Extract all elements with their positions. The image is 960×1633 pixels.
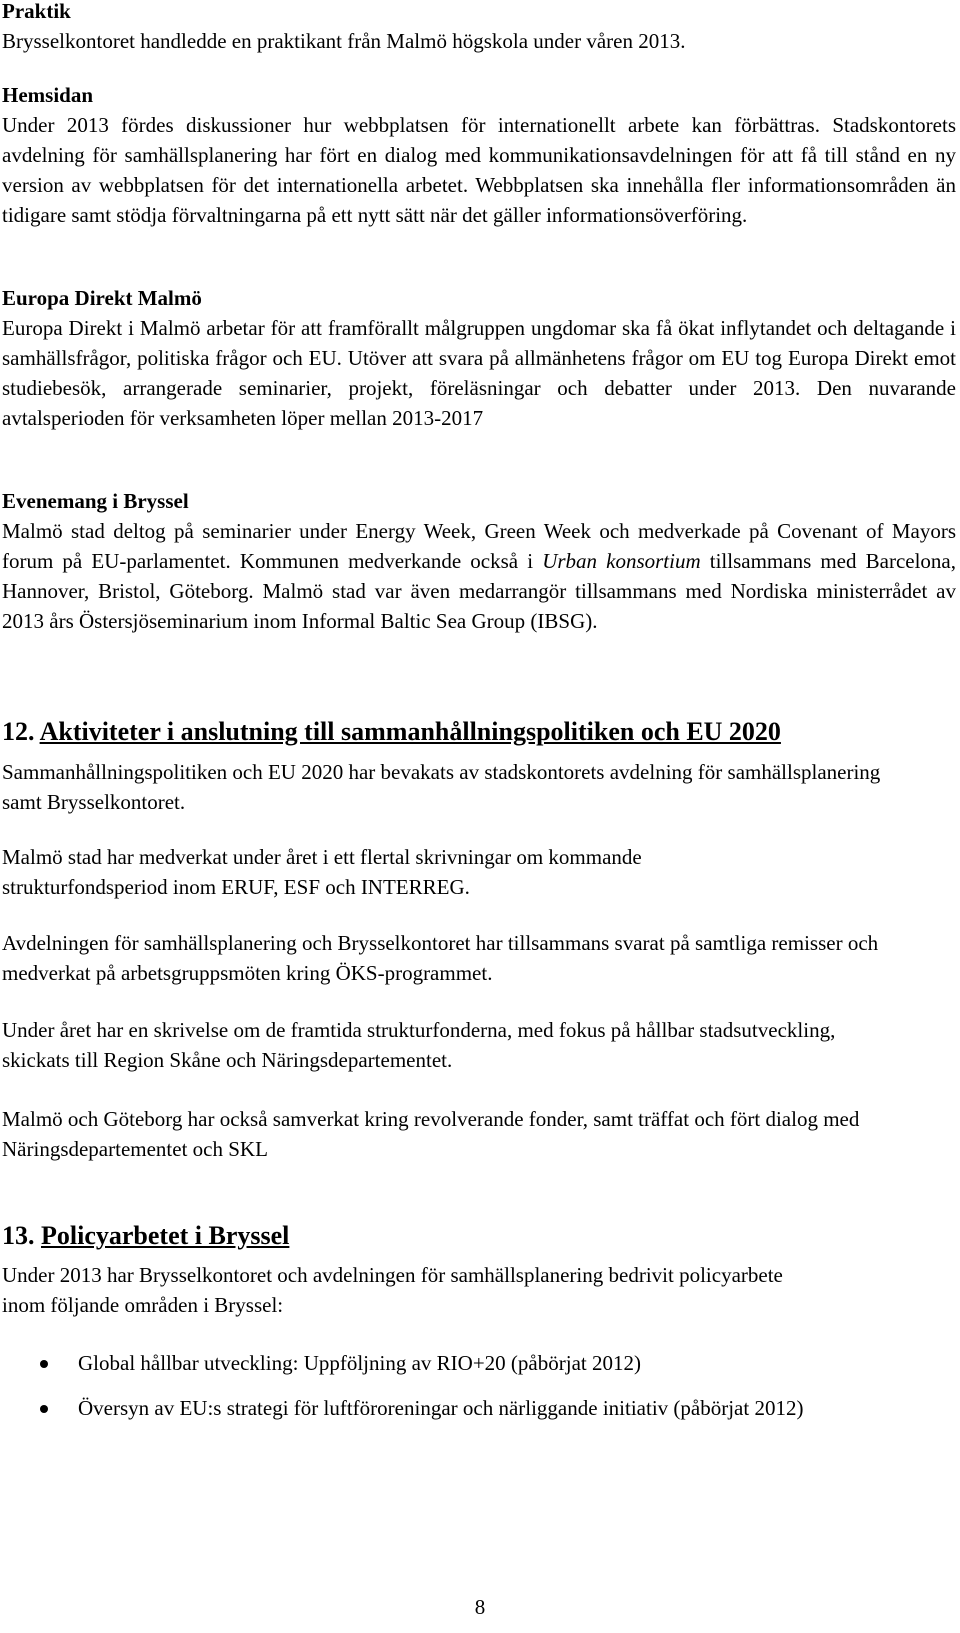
section-europa-direkt xyxy=(2,283,956,433)
section-12-para-3 xyxy=(2,928,922,988)
section-evenemang xyxy=(2,486,956,636)
paragraph: Under året har en skrivelse om de framtida strukturfonderna, med fokus på hållbar stadsutveckling, skickats till Region Skåne och Näringsdepartementet. xyxy=(2,1018,836,1072)
section-12-title: Aktiviteter i anslutning till sammanhållningspolitiken och EU 2020 xyxy=(39,717,781,746)
evenemang-text-b: tillsammans med Barcelona, Hannover, Bristol, Göteborg. Malmö stad var även medarrangör tillsammans med Nordiska ministerrådet av 2013 års Östersjöseminarium inom Informal Baltic Sea Group (IBSG). xyxy=(2,549,956,633)
section-12-para-2 xyxy=(2,842,802,902)
heading-section-13 xyxy=(2,1220,956,1252)
bullet-dot-icon xyxy=(40,1360,48,1368)
paragraph-evenemang xyxy=(2,516,956,636)
section-12-para-5 xyxy=(2,1104,932,1164)
page-number: 8 xyxy=(474,1595,486,1619)
bullet-text: Översyn av EU:s strategi för luftföroreningar och närliggande initiativ (påbörjat 2012) xyxy=(78,1396,804,1420)
section-13-title: Policyarbetet i Bryssel xyxy=(41,1221,290,1250)
section-12-para-4 xyxy=(2,1015,862,1075)
paragraph: Sammanhållningspolitiken och EU 2020 har bevakats av stadskontorets avdelning för samhällsplanering samt Brysselkontoret. xyxy=(2,760,881,814)
section-hemsidan xyxy=(2,80,956,230)
section-12 xyxy=(2,716,956,748)
evenemang-text-a: Malmö stad deltog på seminarier under Energy Week, Green Week och medverkade på Covenant of Mayors forum på EU-parlamentet. Kommunen medverkande också i xyxy=(2,519,956,573)
paragraph: Under 2013 har Brysselkontoret och avdelningen för samhällsplanering bedrivit policyarbete inom följande områden i Bryssel: xyxy=(2,1263,783,1317)
heading-evenemang: Evenemang i Bryssel xyxy=(2,489,189,513)
paragraph-praktik: Brysselkontoret handledde en praktikant från Malmö högskola under våren 2013. xyxy=(2,29,686,53)
heading-section-12 xyxy=(2,716,956,748)
section-12-number: 12. xyxy=(2,717,35,746)
evenemang-text-italic: Urban konsortium xyxy=(542,549,701,573)
section-13 xyxy=(2,1220,956,1252)
paragraph: Malmö stad har medverkat under året i ett flertal skrivningar om kommande strukturfondsperiod inom ERUF, ESF och INTERREG. xyxy=(2,845,642,899)
heading-praktik: Praktik xyxy=(2,0,71,23)
bullet-dot-icon xyxy=(40,1405,48,1413)
paragraph-hemsidan: Under 2013 fördes diskussioner hur webbplatsen för internationellt arbete kan förbättras. Stadskontorets avdelning för samhällsplanering har fört en dialog med kommunikationsavdelningen för att få till stånd en ny version av webbplatsen för det internationella arbetet. Webbplatsen ska innehålla fler informationsområden än tidigare samt stödja förvaltningarna på ett nytt sätt när det gäller informationsöverföring. xyxy=(2,113,956,227)
heading-europa-direkt: Europa Direkt Malmö xyxy=(2,286,202,310)
bullet-text: Global hållbar utveckling: Uppföljning av RIO+20 (påbörjat 2012) xyxy=(78,1351,641,1375)
paragraph: Malmö och Göteborg har också samverkat kring revolverande fonder, samt träffat och fört dialog med Näringsdepartementet och SKL xyxy=(2,1107,860,1161)
section-13-intro xyxy=(2,1260,822,1320)
paragraph: Avdelningen för samhällsplanering och Brysselkontoret har tillsammans svarat på samtliga remisser och medverkat på arbetsgruppsmöten kring ÖKS-programmet. xyxy=(2,931,879,985)
paragraph-europa-direkt: Europa Direkt i Malmö arbetar för att framförallt målgruppen ungdomar ska få ökat inflytandet och deltagande i samhällsfrågor, politiska frågor och EU. Utöver att svara på allmänhetens frågor om EU tog Europa Direkt emot studiebesök, arrangerade seminarier, projekt, föreläsningar och debatter under 2013. Den nuvarande avtalsperioden för verksamheten löper mellan 2013-2017 xyxy=(2,316,956,430)
section-12-para-1 xyxy=(2,757,882,817)
section-13-number: 13. xyxy=(2,1221,35,1250)
heading-hemsidan: Hemsidan xyxy=(2,83,94,107)
section-praktik xyxy=(2,0,956,56)
